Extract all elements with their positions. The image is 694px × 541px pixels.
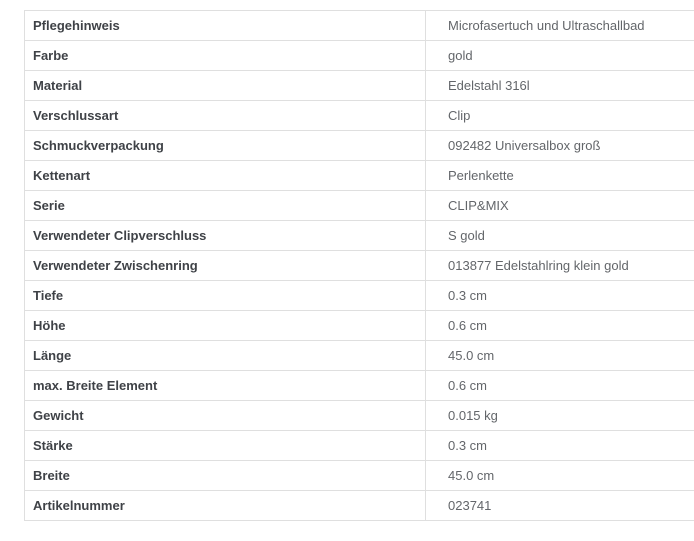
- attribute-value: Clip: [426, 101, 694, 131]
- table-row: [25, 251, 694, 281]
- table-row: [25, 71, 694, 101]
- attribute-label: Verwendeter Clipverschluss: [25, 221, 426, 251]
- table-row: [25, 461, 694, 491]
- table-row: [25, 341, 694, 371]
- attribute-value: S gold: [426, 221, 694, 251]
- attribute-label: Serie: [25, 191, 426, 221]
- attribute-label: Pflegehinweis: [25, 11, 426, 41]
- attribute-label: Tiefe: [25, 281, 426, 311]
- table-row: [25, 311, 694, 341]
- attribute-value: 0.6 cm: [426, 311, 694, 341]
- attribute-label: Höhe: [25, 311, 426, 341]
- attribute-label: max. Breite Element: [25, 371, 426, 401]
- attribute-value: Edelstahl 316l: [426, 71, 694, 101]
- attribute-value: 023741: [426, 491, 694, 521]
- attribute-value: 45.0 cm: [426, 461, 694, 491]
- table-row: [25, 401, 694, 431]
- attribute-label: Farbe: [25, 41, 426, 71]
- attribute-label: Breite: [25, 461, 426, 491]
- attribute-label: Gewicht: [25, 401, 426, 431]
- attribute-label: Schmuckverpackung: [25, 131, 426, 161]
- product-attributes-table: [24, 10, 694, 521]
- attribute-value: 0.015 kg: [426, 401, 694, 431]
- attribute-value: 45.0 cm: [426, 341, 694, 371]
- attribute-value: 013877 Edelstahlring klein gold: [426, 251, 694, 281]
- attribute-label: Stärke: [25, 431, 426, 461]
- table-row: [25, 491, 694, 521]
- table-row: [25, 11, 694, 41]
- attribute-value: 0.3 cm: [426, 431, 694, 461]
- table-row: [25, 101, 694, 131]
- attribute-label: Artikelnummer: [25, 491, 426, 521]
- attribute-label: Verschlussart: [25, 101, 426, 131]
- table-row: [25, 161, 694, 191]
- attribute-value: 0.6 cm: [426, 371, 694, 401]
- table-row: [25, 131, 694, 161]
- table-row: [25, 41, 694, 71]
- attribute-value: Microfasertuch und Ultraschallbad: [426, 11, 694, 41]
- table-row: [25, 371, 694, 401]
- table-row: [25, 191, 694, 221]
- table-row: [25, 281, 694, 311]
- attribute-value: 092482 Universalbox groß: [426, 131, 694, 161]
- attribute-value: Perlenkette: [426, 161, 694, 191]
- table-row: [25, 431, 694, 461]
- attribute-label: Länge: [25, 341, 426, 371]
- attribute-value: gold: [426, 41, 694, 71]
- attribute-label: Material: [25, 71, 426, 101]
- table-row: [25, 221, 694, 251]
- attribute-label: Verwendeter Zwischenring: [25, 251, 426, 281]
- attribute-label: Kettenart: [25, 161, 426, 191]
- attribute-value: CLIP&MIX: [426, 191, 694, 221]
- attribute-value: 0.3 cm: [426, 281, 694, 311]
- spec-table-body: [25, 11, 694, 521]
